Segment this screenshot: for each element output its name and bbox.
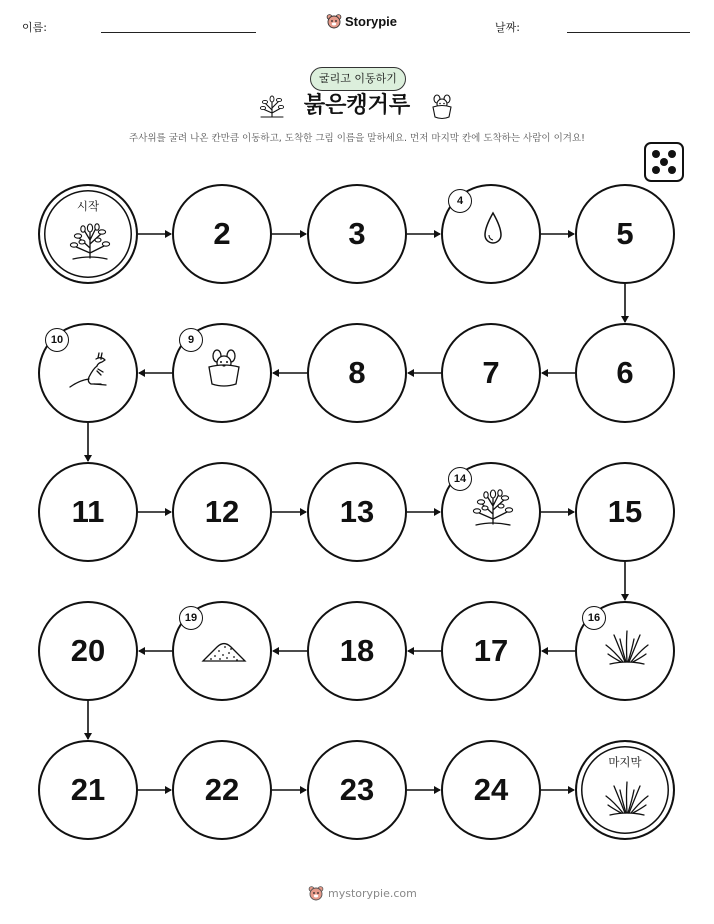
space-number: 17 xyxy=(473,633,509,668)
space-number-badge: 4 xyxy=(448,189,472,213)
space-number: 7 xyxy=(482,355,500,390)
number-space xyxy=(38,601,138,701)
grass-tuft-icon xyxy=(602,778,652,822)
space-number-badge: 9 xyxy=(179,328,203,352)
number-space xyxy=(307,462,407,562)
number-space xyxy=(172,462,272,562)
brand-name: Storypie xyxy=(345,14,398,29)
number-space xyxy=(172,740,272,840)
finish-space xyxy=(575,740,675,840)
number-space xyxy=(38,462,138,562)
number-space xyxy=(575,184,675,284)
sand-pile-icon xyxy=(199,627,249,671)
space-number: 15 xyxy=(607,494,643,529)
grass-tuft-icon xyxy=(602,627,652,671)
number-space xyxy=(575,462,675,562)
space-number: 23 xyxy=(339,772,375,807)
number-space xyxy=(307,601,407,701)
space-number: 18 xyxy=(339,633,375,668)
number-space xyxy=(307,184,407,284)
space-number: 20 xyxy=(70,633,106,668)
finish-label: 마지막 xyxy=(608,755,642,769)
space-number: 12 xyxy=(204,494,240,529)
space-number: 2 xyxy=(213,216,231,251)
number-space xyxy=(441,601,541,701)
space-number: 5 xyxy=(616,216,634,251)
space-number-badge: 16 xyxy=(582,606,606,630)
water-drop-icon xyxy=(468,210,518,254)
space-number: 22 xyxy=(204,772,240,807)
number-space xyxy=(307,740,407,840)
shrub-icon xyxy=(65,222,115,266)
bear-mascot-icon xyxy=(308,885,324,902)
space-number-badge: 14 xyxy=(448,467,472,491)
name-label: 이름: xyxy=(22,21,47,34)
instructions: 주사위를 굴려 나온 칸만큼 이동하고, 도착한 그림 이름을 말하세요. 먼저 마지막 칸에 도착하는 사람이 이겨요! xyxy=(129,133,585,144)
page-title: 붉은캥거루 xyxy=(303,93,411,118)
activity-tag: 굴리고 이동하기 xyxy=(310,67,406,91)
space-number: 8 xyxy=(348,355,366,390)
space-number-badge: 19 xyxy=(179,606,203,630)
start-label: 시작 xyxy=(76,199,100,213)
space-number: 13 xyxy=(339,494,375,529)
kangaroo-icon xyxy=(65,349,115,393)
start-space xyxy=(38,184,138,284)
date-label: 날짜: xyxy=(495,21,520,34)
shrub-icon xyxy=(468,488,518,532)
footer-url: mystorypie.com xyxy=(328,887,417,900)
number-space xyxy=(441,323,541,423)
space-number: 21 xyxy=(70,772,106,807)
number-space xyxy=(441,740,541,840)
joey-in-pouch-icon xyxy=(199,349,249,393)
number-space xyxy=(575,323,675,423)
space-number: 11 xyxy=(71,494,105,529)
footer xyxy=(308,885,417,902)
number-space xyxy=(38,740,138,840)
space-number: 6 xyxy=(616,355,634,390)
space-number-badge: 10 xyxy=(45,328,69,352)
space-number: 3 xyxy=(348,216,366,251)
number-space xyxy=(307,323,407,423)
space-number: 24 xyxy=(473,772,509,807)
number-space xyxy=(172,184,272,284)
